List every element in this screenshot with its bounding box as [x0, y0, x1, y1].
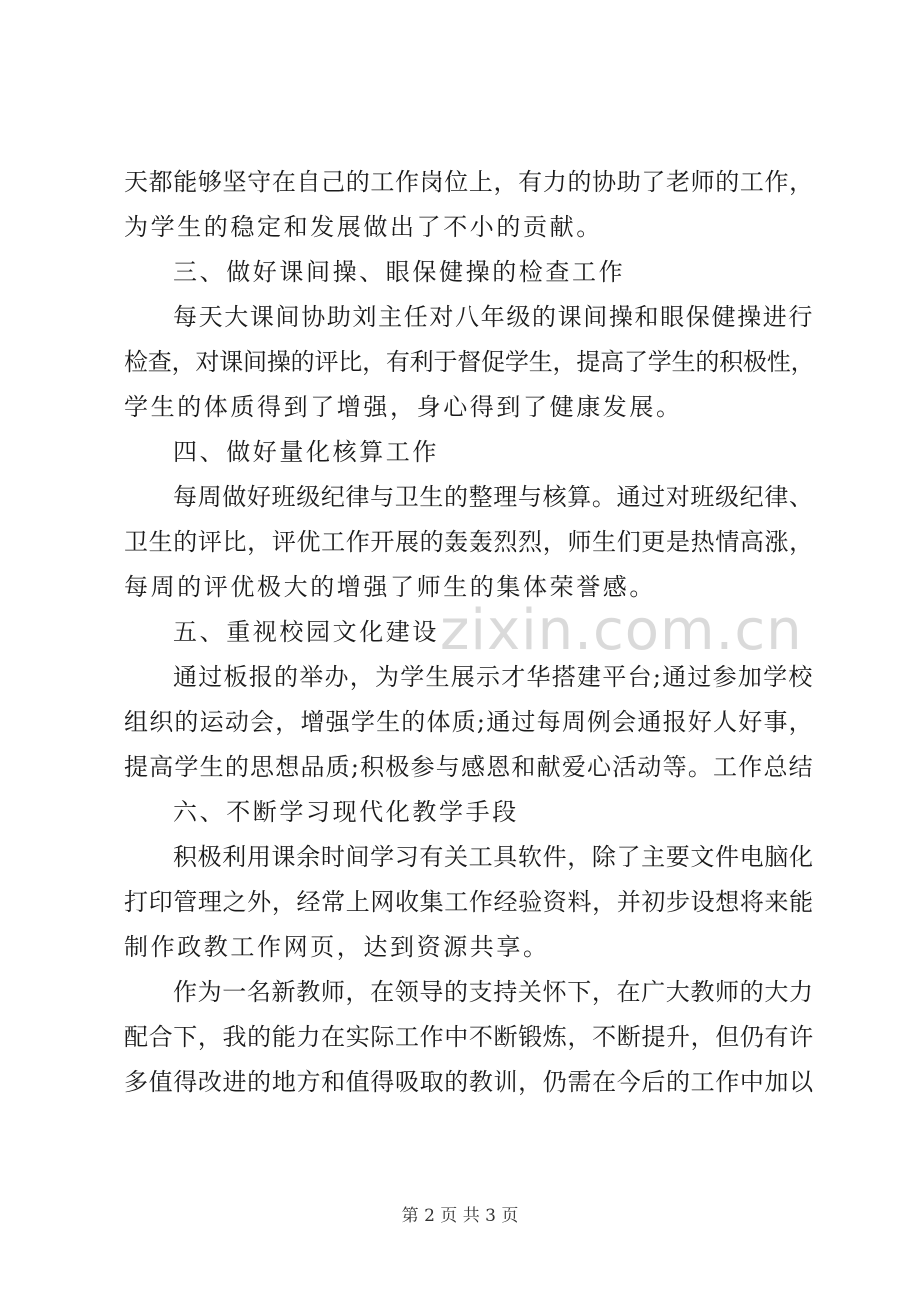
text-line: 制作政教工作网页，达到资源共享。: [124, 933, 550, 961]
section-heading: [124, 435, 814, 480]
text-line: 四、做好量化核算工作: [173, 438, 439, 466]
text-line: 打印管理之外，经常上网收集工作经验资料，并初步设想将来能: [124, 888, 814, 916]
section-heading: [124, 255, 814, 300]
section-heading: [124, 795, 814, 840]
paragraph: [124, 165, 814, 255]
page-footer: 第 2 页 共 3 页: [401, 1206, 519, 1226]
text-line: 组织的运动会，增强学生的体质;通过每周例会通报好人好事，: [124, 708, 814, 736]
text-line: 积极利用课余时间学习有关工具软件，除了主要文件电脑化: [173, 843, 814, 871]
text-line: 每周的评优极大的增强了师生的集体荣誉感。: [124, 573, 656, 601]
text-line: 每周做好班级纪律与卫生的整理与核算。通过对班级纪律、: [173, 483, 814, 511]
text-line: 六、不断学习现代化教学手段: [173, 798, 519, 826]
text-line: 配合下，我的能力在实际工作中不断锻炼，不断提升，但仍有许: [124, 1023, 814, 1051]
text-line: 每天大课间协助刘主任对八年级的课间操和眼保健操进行: [173, 303, 814, 331]
paragraph: [124, 840, 814, 975]
text-line: 天都能够坚守在自己的工作岗位上，有力的协助了老师的工作，: [124, 168, 814, 196]
text-line: 提高学生的思想品质;积极参与感恩和献爱心活动等。工作总结: [124, 753, 814, 781]
text-line: 作为一名新教师，在领导的支持关怀下，在广大教师的大力: [173, 978, 814, 1006]
text-line: 三、做好课间操、眼保健操的检查工作: [173, 258, 626, 286]
text-line: 学生的体质得到了增强，身心得到了健康发展。: [124, 393, 683, 421]
text-line: 为学生的稳定和发展做出了不小的贡献。: [124, 213, 603, 241]
paragraph: [124, 660, 814, 795]
text-line: 多值得改进的地方和值得吸取的教训，仍需在今后的工作中加以: [124, 1068, 814, 1096]
watermark-text: zixin.com.cn: [440, 598, 803, 663]
text-line: 卫生的评比，评优工作开展的轰轰烈烈，师生们更是热情高涨，: [124, 528, 814, 556]
text-line: 五、重视校园文化建设: [173, 618, 439, 646]
text-line: 通过板报的举办，为学生展示才华搭建平台;通过参加学校: [173, 663, 814, 691]
text-line: 检查，对课间操的评比，有利于督促学生，提高了学生的积极性，: [124, 348, 815, 376]
paragraph: [124, 480, 814, 615]
paragraph: [124, 300, 814, 435]
paragraph: [124, 975, 814, 1110]
